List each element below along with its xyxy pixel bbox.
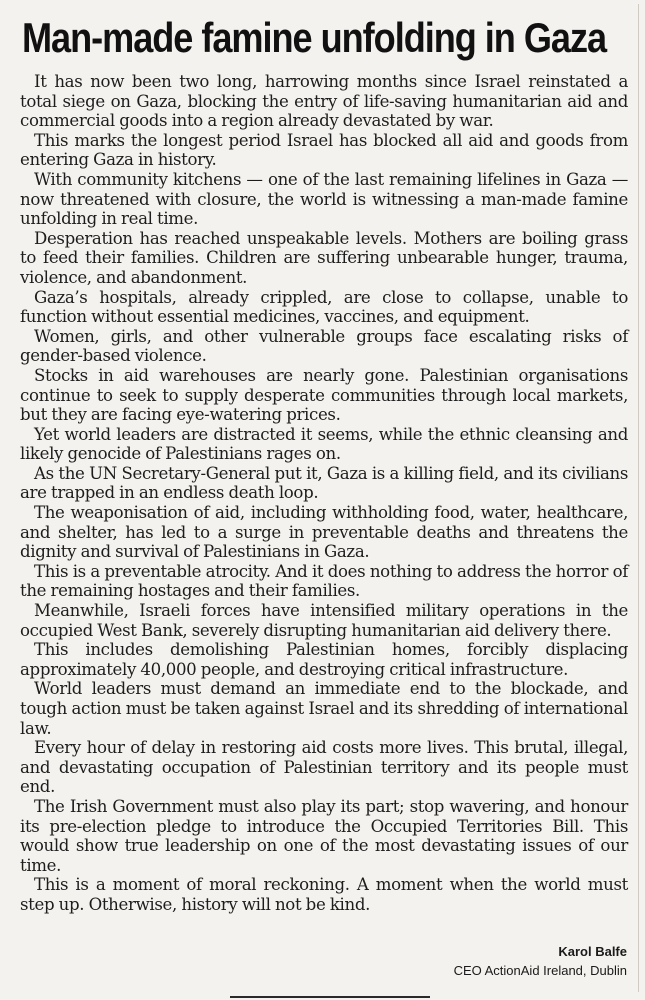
letter-paragraph: Women, girls, and other vulnerable groups face escalating risks of gender-based violence.: [20, 326, 628, 366]
letter-paragraph: With community kitchens — one of the last remaining lifelines in Gaza — now threatened with closure, the world is witnessing a man-made famine unfolding in real time.: [20, 169, 628, 229]
letter-paragraph: Gaza’s hospitals, already crippled, are close to collapse, unable to function without essential medicines, vaccines, and equipment.: [20, 287, 628, 327]
letter-paragraph: World leaders must demand an immediate end to the blockade, and tough action must be taken against Israel and its shredding of international law.: [20, 679, 628, 738]
letter-body: [20, 72, 628, 915]
author-name: Karol Balfe: [558, 944, 627, 959]
letter-paragraph: It has now been two long, harrowing months since Israel reinstated a total siege on Gaza, blocking the entry of life-saving humanitarian aid and commercial goods into a region already devastated by war.: [20, 72, 628, 131]
letter-paragraph: The weaponisation of aid, including withholding food, water, healthcare, and shelter, has led to a surge in preventable deaths and threatens the dignity and survival of Palestinians in Gaza.: [20, 503, 628, 562]
bottom-divider: [230, 996, 430, 998]
letter-paragraph: This marks the longest period Israel has blocked all aid and goods from entering Gaza in history.: [20, 130, 628, 170]
letter-paragraph: Desperation has reached unspeakable levels. Mothers are boiling grass to feed their families. Children are suffering unbearable hunger, trauma, violence, and abandonment.: [20, 228, 628, 287]
letter-paragraph: The Irish Government must also play its part; stop wavering, and honour its pre-election pledge to introduce the Occupied Territories Bill. This would show true leadership on one of the most devastating issues of our time.: [20, 796, 628, 875]
letter-paragraph: As the UN Secretary-General put it, Gaza is a killing field, and its civilians are trapped in an endless death loop.: [20, 463, 628, 503]
letter-paragraph: Stocks in aid warehouses are nearly gone. Palestinian organisations continue to seek to supply desperate communities through local markets, but they are facing eye-watering prices.: [20, 365, 628, 425]
signature-block: [454, 942, 627, 980]
letter-paragraph: This includes demolishing Palestinian homes, forcibly displacing approximately 40,000 people, and destroying critical infrastructure.: [20, 640, 628, 679]
letter-paragraph: Yet world leaders are distracted it seems, while the ethnic cleansing and likely genocide of Palestinians rages on.: [20, 424, 628, 464]
letter-headline: Man-made famine unfolding in Gaza: [22, 14, 607, 61]
letter-paragraph: Every hour of delay in restoring aid costs more lives. This brutal, illegal, and devastating occupation of Palestinian territory and its people must end.: [20, 738, 628, 797]
letter-paragraph: Meanwhile, Israeli forces have intensified military operations in the occupied West Bank, severely disrupting humanitarian aid delivery there.: [20, 601, 628, 640]
letter-paragraph: This is a preventable atrocity. And it does nothing to address the horror of the remaining hostages and their families.: [20, 561, 628, 601]
letter-paragraph: This is a moment of moral reckoning. A moment when the world must step up. Otherwise, history will not be kind.: [20, 875, 628, 914]
author-title: CEO ActionAid Ireland, Dublin: [453, 963, 627, 978]
